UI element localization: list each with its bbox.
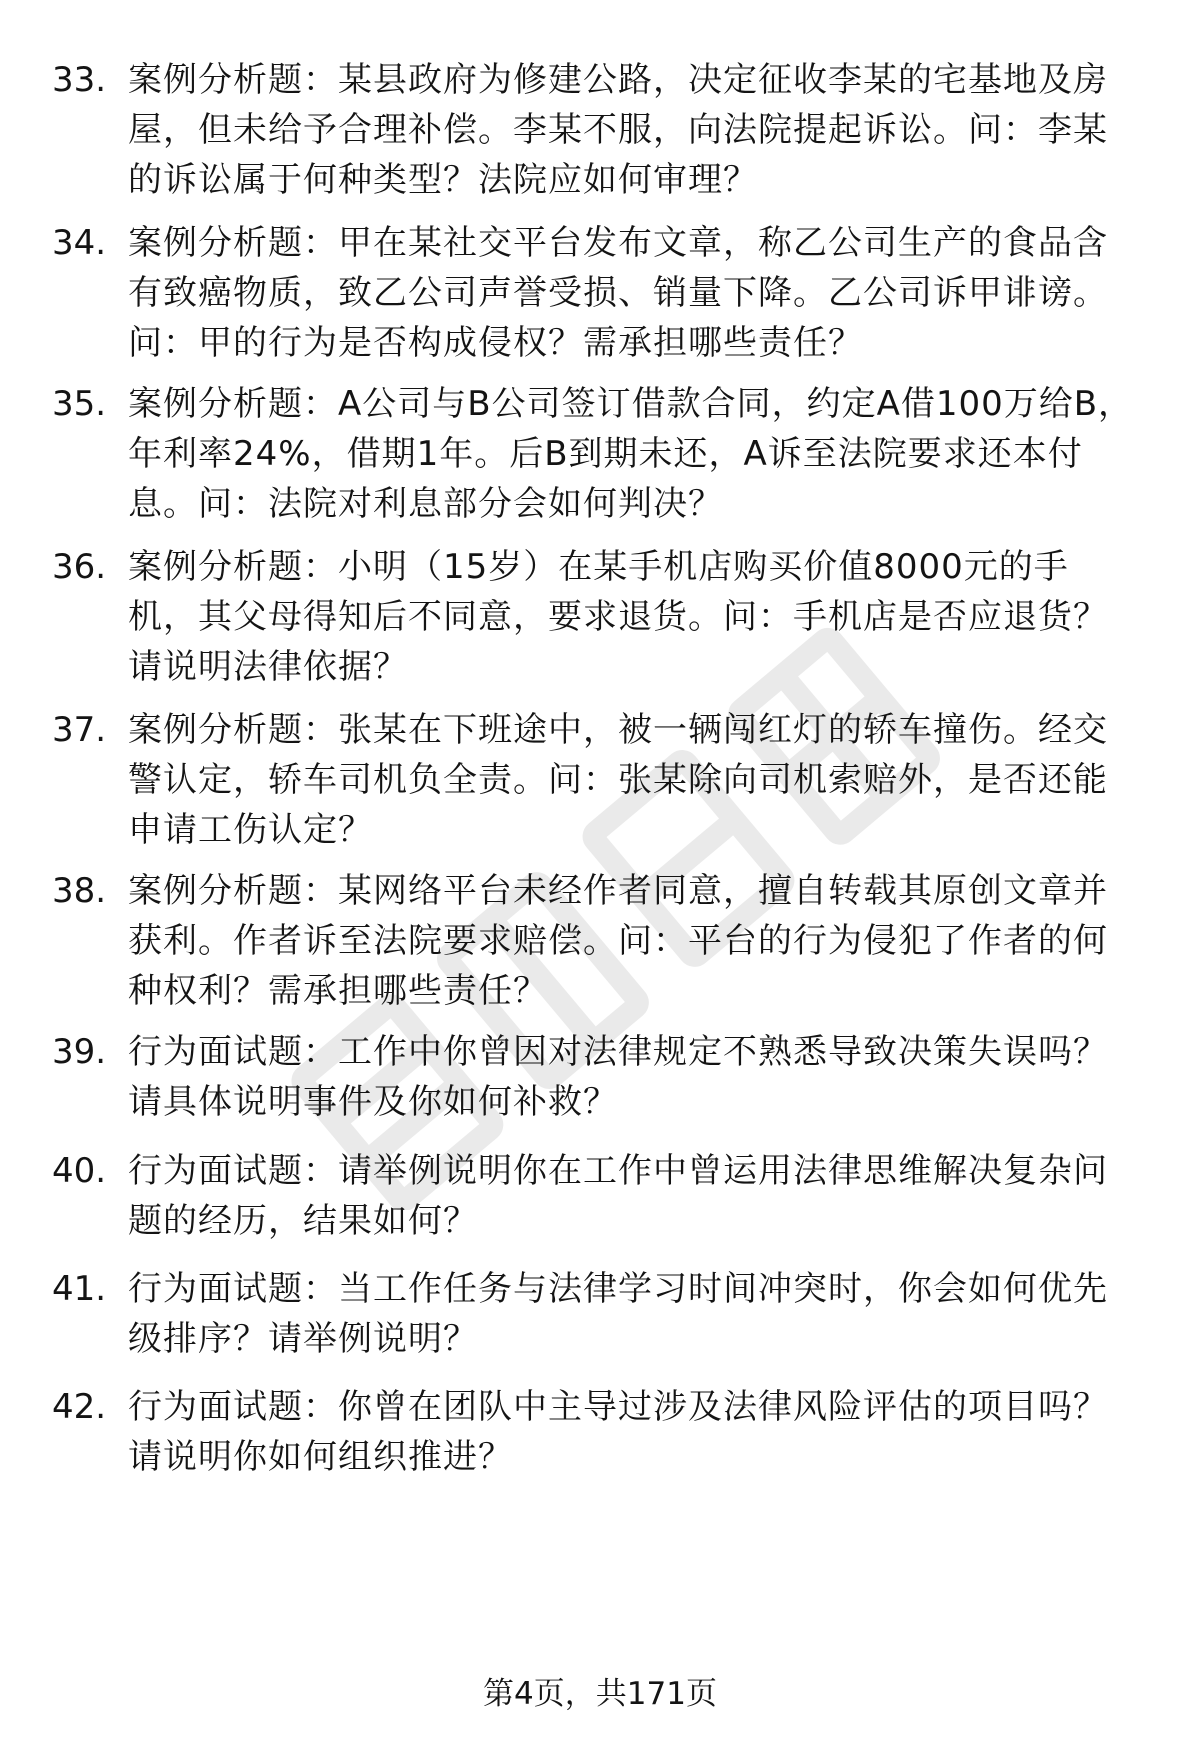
question-text: 案例分析题：张某在下班途中，被一辆闯红灯的轿车撞伤。经交警认定，轿车司机负全责。问：张某除向司机索赔外，是否还能申请工伤认定？ (128, 710, 1108, 850)
question-text: 案例分析题：某网络平台未经作者同意，擅自转载其原创文章并获利。作者诉至法院要求赔偿。问：平台的行为侵犯了作者的何种权利？需承担哪些责任？ (128, 871, 1108, 1011)
question-text: 行为面试题：工作中你曾因对法律规定不熟悉导致决策失误吗？请具体说明事件及你如何补救？ (128, 1032, 1108, 1122)
question-number: 41. (52, 1269, 107, 1309)
question-number: 39. (52, 1032, 107, 1072)
question-number: 38. (52, 871, 107, 911)
question-number: 40. (52, 1151, 107, 1191)
question-number: 42. (52, 1387, 107, 1427)
question-text: 案例分析题：某县政府为修建公路，决定征收李某的宅基地及房屋，但未给予合理补偿。李某不服，向法院提起诉讼。问：李某的诉讼属于何种类型？法院应如何审理？ (128, 60, 1108, 200)
question-text: 行为面试题：请举例说明你在工作中曾运用法律思维解决复杂问题的经历，结果如何？ (128, 1151, 1108, 1241)
question-text: 案例分析题：小明（15岁）在某手机店购买价值8000元的手机，其父母得知后不同意，要求退货。问：手机店是否应退货？请说明法律依据？ (128, 547, 1108, 687)
question-text: 案例分析题：A公司与B公司签订借款合同，约定A借100万给B，年利率24%，借期1年。后B到期未还，A诉至法院要求还本付息。问：法院对利息部分会如何判决？ (128, 384, 1134, 524)
page-footer: 第4页，共171页 (483, 1676, 717, 1712)
question-text: 行为面试题：你曾在团队中主导过涉及法律风险评估的项目吗？请说明你如何组织推进？ (128, 1387, 1108, 1477)
question-number: 35. (52, 384, 107, 424)
question-text: 案例分析题：甲在某社交平台发布文章，称乙公司生产的食品含有致癌物质，致乙公司声誉受损、销量下降。乙公司诉甲诽谤。问：甲的行为是否构成侵权？需承担哪些责任？ (128, 223, 1108, 363)
question-number: 33. (52, 60, 107, 100)
question-number: 37. (52, 710, 107, 750)
question-text: 行为面试题：当工作任务与法律学习时间冲突时，你会如何优先级排序？请举例说明？ (128, 1269, 1108, 1359)
question-number: 34. (52, 223, 107, 263)
question-number: 36. (52, 547, 107, 587)
